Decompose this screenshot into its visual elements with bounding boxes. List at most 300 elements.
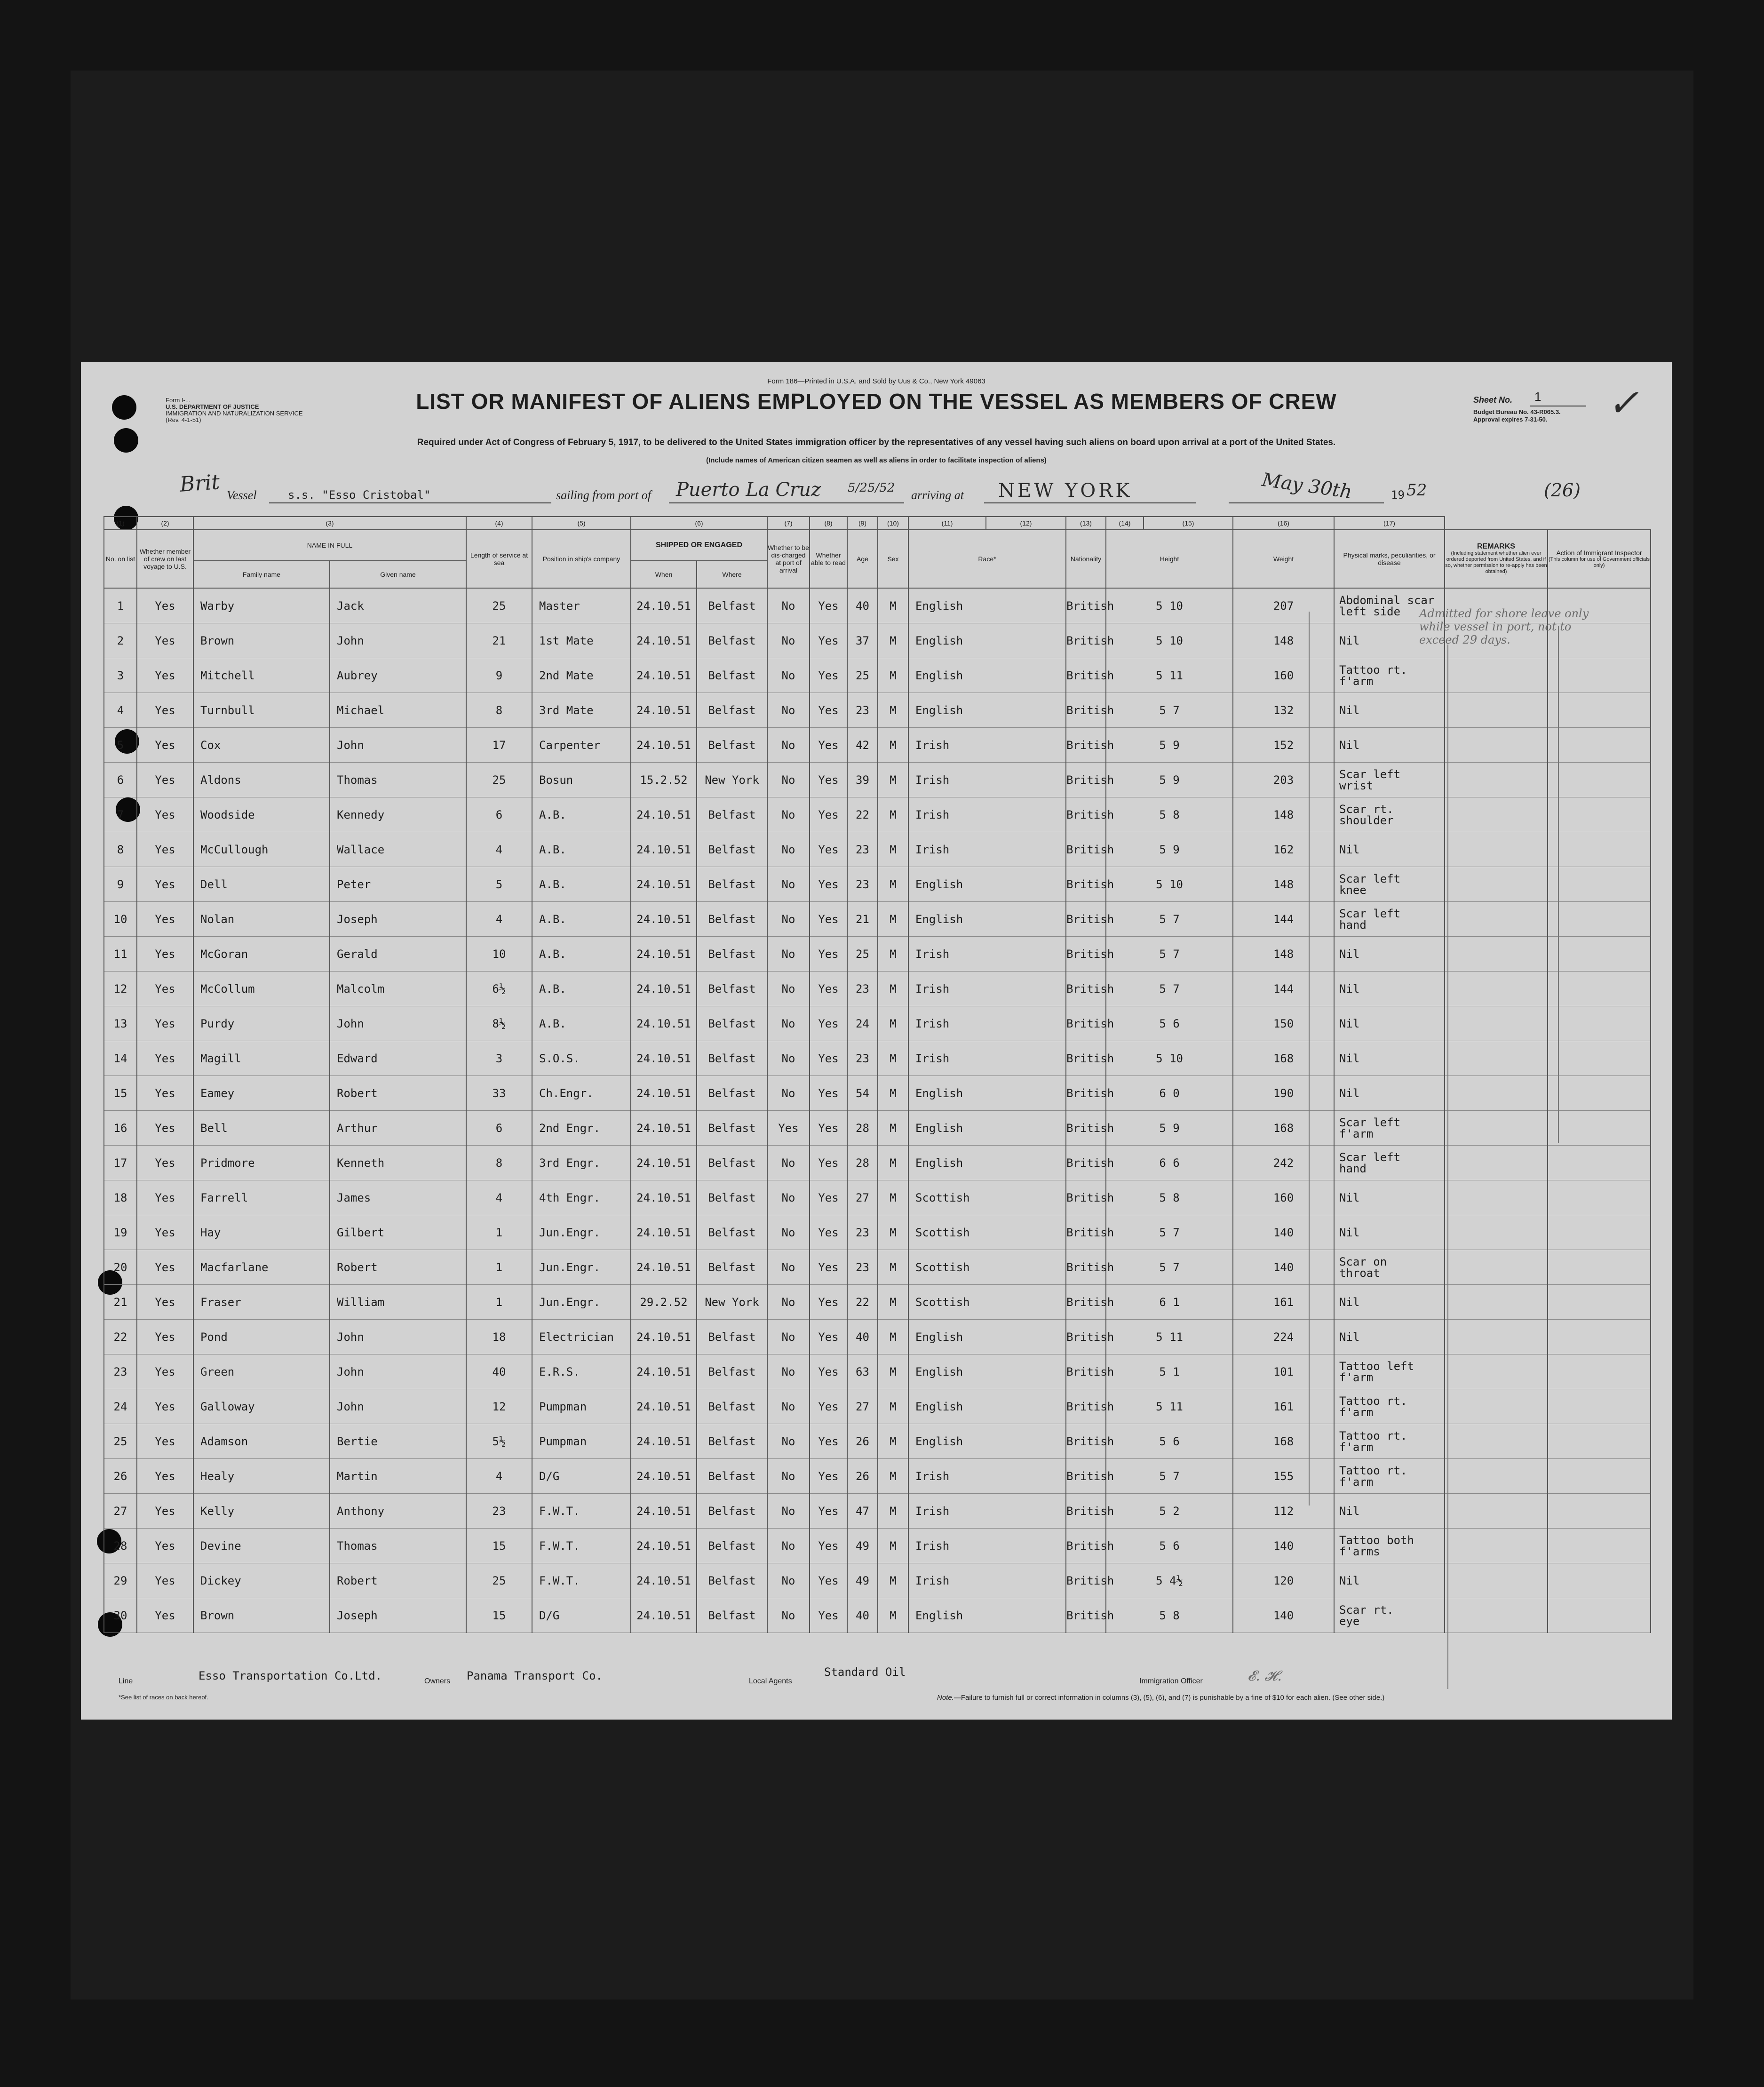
- able-to-read-cell: Yes: [810, 1354, 847, 1389]
- manifest-sheet: [81, 362, 1672, 1720]
- length-of-service-cell: 6: [466, 797, 532, 832]
- crew-count: (26): [1544, 480, 1581, 501]
- race-cell: English: [908, 1389, 1066, 1424]
- race-cell: English: [908, 1424, 1066, 1459]
- family-name-cell: Macfarlane: [193, 1250, 330, 1285]
- printer-line: Form 186—Printed in U.S.A. and Sold by Uus & Co., New York 49063: [767, 377, 985, 385]
- length-of-service-cell: 33: [466, 1076, 532, 1111]
- shipped-where-cell: Belfast: [697, 1076, 767, 1111]
- shipped-when-cell: 24.10.51: [631, 1459, 697, 1494]
- age-cell: 24: [847, 1006, 878, 1041]
- position-cell: D/G: [532, 1598, 631, 1633]
- race-cell: Irish: [908, 1494, 1066, 1529]
- table-row: [104, 1598, 1651, 1633]
- able-to-read-cell: Yes: [810, 1285, 847, 1320]
- sex-cell: M: [878, 1354, 908, 1389]
- inspector-action-cell: [1548, 1424, 1651, 1459]
- header-sex: Sex: [878, 530, 908, 588]
- header-discharged: Whether to be dis-charged at port of arrival: [767, 530, 810, 588]
- table-row: [104, 1285, 1651, 1320]
- family-name-cell: Turnbull: [193, 693, 330, 728]
- able-to-read-cell: Yes: [810, 1111, 847, 1146]
- discharged-cell: No: [767, 1250, 810, 1285]
- given-name-cell: Kenneth: [330, 1146, 466, 1180]
- given-name-cell: Edward: [330, 1041, 466, 1076]
- physical-marks-cell: Tattoo rt. f'arm: [1334, 1389, 1445, 1424]
- nationality-cell: British: [1066, 797, 1106, 832]
- colnum: (3): [193, 517, 466, 530]
- last-voyage-cell: Yes: [137, 1354, 193, 1389]
- table-row: [104, 658, 1651, 693]
- race-cell: Scottish: [908, 1250, 1066, 1285]
- last-voyage-cell: Yes: [137, 1598, 193, 1633]
- family-name-cell: Fraser: [193, 1285, 330, 1320]
- remarks-cell: [1445, 1285, 1548, 1320]
- physical-marks-cell: Tattoo rt. f'arm: [1334, 1459, 1445, 1494]
- height-cell: 5 11: [1106, 1389, 1233, 1424]
- age-cell: 23: [847, 867, 878, 902]
- physical-marks-cell: Nil: [1334, 1563, 1445, 1598]
- inspector-action-cell: [1548, 1041, 1651, 1076]
- shipped-when-cell: 24.10.51: [631, 1250, 697, 1285]
- given-name-cell: James: [330, 1180, 466, 1215]
- shipped-where-cell: Belfast: [697, 937, 767, 972]
- able-to-read-cell: Yes: [810, 1076, 847, 1111]
- sex-cell: M: [878, 937, 908, 972]
- weight-cell: 140: [1233, 1529, 1334, 1563]
- able-to-read-cell: Yes: [810, 1529, 847, 1563]
- colnum: (14): [1106, 517, 1144, 530]
- colnum: (13): [1066, 517, 1106, 530]
- inspector-action-cell: [1548, 728, 1651, 763]
- race-cell: Scottish: [908, 1215, 1066, 1250]
- sex-cell: M: [878, 1285, 908, 1320]
- sheet-label: Sheet No.: [1473, 395, 1513, 405]
- shipped-when-cell: 24.10.51: [631, 1389, 697, 1424]
- shipped-when-cell: 29.2.52: [631, 1285, 697, 1320]
- header-physical-marks: Physical marks, peculiarities, or disease: [1334, 530, 1445, 588]
- position-cell: Ch.Engr.: [532, 1076, 631, 1111]
- remarks-cell: [1445, 937, 1548, 972]
- sex-cell: M: [878, 1598, 908, 1633]
- given-name-cell: Jack: [330, 588, 466, 623]
- position-cell: F.W.T.: [532, 1494, 631, 1529]
- remarks-cell: [1445, 728, 1548, 763]
- nationality-cell: British: [1066, 1424, 1106, 1459]
- nationality-cell: British: [1066, 1146, 1106, 1180]
- last-voyage-cell: Yes: [137, 1180, 193, 1215]
- weight-cell: 162: [1233, 832, 1334, 867]
- discharged-cell: No: [767, 1563, 810, 1598]
- sex-cell: M: [878, 658, 908, 693]
- discharged-cell: No: [767, 1180, 810, 1215]
- row-number: 21: [104, 1285, 137, 1320]
- length-of-service-cell: 18: [466, 1320, 532, 1354]
- officer-label: Immigration Officer: [1139, 1677, 1203, 1685]
- arriving-label: arriving at: [911, 488, 964, 502]
- position-cell: Jun.Engr.: [532, 1250, 631, 1285]
- last-voyage-cell: Yes: [137, 1250, 193, 1285]
- shipped-when-cell: 24.10.51: [631, 902, 697, 937]
- given-name-cell: Joseph: [330, 1598, 466, 1633]
- table-row: [104, 1320, 1651, 1354]
- family-name-cell: Bell: [193, 1111, 330, 1146]
- length-of-service-cell: 5½: [466, 1424, 532, 1459]
- given-name-cell: Michael: [330, 693, 466, 728]
- given-name-cell: John: [330, 728, 466, 763]
- row-number: 20: [104, 1250, 137, 1285]
- remarks-cell: [1445, 1180, 1548, 1215]
- colnum: (11): [908, 517, 986, 530]
- weight-cell: 168: [1233, 1041, 1334, 1076]
- age-cell: 42: [847, 728, 878, 763]
- header-able-to-read: Whether able to read: [810, 530, 847, 588]
- age-cell: 40: [847, 1320, 878, 1354]
- weight-cell: 148: [1233, 867, 1334, 902]
- discharged-cell: No: [767, 937, 810, 972]
- physical-marks-cell: Tattoo left f'arm: [1334, 1354, 1445, 1389]
- sex-cell: M: [878, 1006, 908, 1041]
- nationality-cell: British: [1066, 937, 1106, 972]
- shipped-where-cell: Belfast: [697, 728, 767, 763]
- last-voyage-cell: Yes: [137, 763, 193, 797]
- nationality-cell: British: [1066, 1598, 1106, 1633]
- position-cell: D/G: [532, 1459, 631, 1494]
- length-of-service-cell: 10: [466, 937, 532, 972]
- physical-marks-cell: Nil: [1334, 1494, 1445, 1529]
- sex-cell: M: [878, 728, 908, 763]
- nationality-cell: British: [1066, 623, 1106, 658]
- discharged-cell: No: [767, 623, 810, 658]
- sex-cell: M: [878, 902, 908, 937]
- remarks-cell: [1445, 1215, 1548, 1250]
- physical-marks-cell: Nil: [1334, 1006, 1445, 1041]
- table-row: [104, 1215, 1651, 1250]
- inspector-action-cell: [1548, 902, 1651, 937]
- physical-marks-cell: Nil: [1334, 623, 1445, 658]
- shipped-when-cell: 24.10.51: [631, 1354, 697, 1389]
- last-voyage-cell: Yes: [137, 1146, 193, 1180]
- able-to-read-cell: Yes: [810, 693, 847, 728]
- remarks-cell: [1445, 832, 1548, 867]
- age-cell: 21: [847, 902, 878, 937]
- last-voyage-cell: Yes: [137, 1006, 193, 1041]
- row-number: 24: [104, 1389, 137, 1424]
- budget-line: Budget Bureau No. 43-R065.3.: [1473, 408, 1561, 415]
- position-cell: Master: [532, 588, 631, 623]
- shipped-when-cell: 24.10.51: [631, 832, 697, 867]
- table-row: [104, 937, 1651, 972]
- race-cell: Irish: [908, 728, 1066, 763]
- able-to-read-cell: Yes: [810, 1041, 847, 1076]
- length-of-service-cell: 15: [466, 1598, 532, 1633]
- shipped-when-cell: 24.10.51: [631, 658, 697, 693]
- physical-marks-cell: Nil: [1334, 1180, 1445, 1215]
- nationality-cell: British: [1066, 1389, 1106, 1424]
- age-cell: 40: [847, 1598, 878, 1633]
- last-voyage-cell: Yes: [137, 972, 193, 1006]
- header-age: Age: [847, 530, 878, 588]
- shipped-where-cell: Belfast: [697, 1389, 767, 1424]
- table-row: [104, 797, 1651, 832]
- age-cell: 25: [847, 937, 878, 972]
- header-action-of-inspector: Action of Immigrant Inspector (This column for use of Government officials only): [1548, 530, 1651, 588]
- nationality-cell: British: [1066, 658, 1106, 693]
- length-of-service-cell: 4: [466, 1459, 532, 1494]
- weight-cell: 155: [1233, 1459, 1334, 1494]
- weight-cell: 132: [1233, 693, 1334, 728]
- nationality-cell: British: [1066, 693, 1106, 728]
- shipped-where-cell: Belfast: [697, 1320, 767, 1354]
- given-name-cell: Gilbert: [330, 1215, 466, 1250]
- row-number: 13: [104, 1006, 137, 1041]
- inspector-action-cell: [1548, 972, 1651, 1006]
- given-name-cell: Robert: [330, 1250, 466, 1285]
- race-cell: English: [908, 1111, 1066, 1146]
- weight-cell: 168: [1233, 1111, 1334, 1146]
- weight-cell: 203: [1233, 763, 1334, 797]
- shipped-when-cell: 24.10.51: [631, 867, 697, 902]
- able-to-read-cell: Yes: [810, 797, 847, 832]
- given-name-cell: John: [330, 1320, 466, 1354]
- shipped-where-cell: New York: [697, 1285, 767, 1320]
- height-cell: 5 7: [1106, 902, 1233, 937]
- page-title: LIST OR MANIFEST OF ALIENS EMPLOYED ON THE VESSEL AS MEMBERS OF CREW: [416, 389, 1337, 414]
- given-name-cell: Martin: [330, 1459, 466, 1494]
- discharged-cell: No: [767, 972, 810, 1006]
- height-cell: 5 9: [1106, 1111, 1233, 1146]
- annotation-brit: Brit: [179, 470, 221, 497]
- height-cell: 5 8: [1106, 1598, 1233, 1633]
- age-cell: 40: [847, 588, 878, 623]
- nationality-cell: British: [1066, 763, 1106, 797]
- colnum: (8): [810, 517, 847, 530]
- height-cell: 5 7: [1106, 972, 1233, 1006]
- race-cell: Irish: [908, 972, 1066, 1006]
- age-cell: 23: [847, 972, 878, 1006]
- height-cell: 5 10: [1106, 867, 1233, 902]
- weight-cell: 150: [1233, 1006, 1334, 1041]
- table-row: [104, 693, 1651, 728]
- race-cell: Irish: [908, 1006, 1066, 1041]
- nationality-cell: British: [1066, 1354, 1106, 1389]
- inspector-action-cell: [1548, 1111, 1651, 1146]
- position-cell: A.B.: [532, 972, 631, 1006]
- family-name-cell: Brown: [193, 1598, 330, 1633]
- shipped-when-cell: 24.10.51: [631, 623, 697, 658]
- age-cell: 27: [847, 1389, 878, 1424]
- position-cell: A.B.: [532, 797, 631, 832]
- physical-marks-cell: Scar on throat: [1334, 1250, 1445, 1285]
- discharged-cell: No: [767, 832, 810, 867]
- sex-cell: M: [878, 1494, 908, 1529]
- physical-marks-cell: Nil: [1334, 728, 1445, 763]
- sex-cell: M: [878, 623, 908, 658]
- row-number: 10: [104, 902, 137, 937]
- able-to-read-cell: Yes: [810, 728, 847, 763]
- given-name-cell: Aubrey: [330, 658, 466, 693]
- height-cell: 5 7: [1106, 937, 1233, 972]
- nationality-cell: British: [1066, 1180, 1106, 1215]
- header-nationality: Nationality: [1066, 530, 1106, 588]
- table-row: [104, 1146, 1651, 1180]
- penalty-note: Note.—Failure to furnish full or correct information in columns (3), (5), (6), and (7) is punishable by a fine of $10 for each alien. (See other side.): [937, 1694, 1385, 1702]
- family-name-cell: Devine: [193, 1529, 330, 1563]
- position-cell: Pumpman: [532, 1424, 631, 1459]
- race-cell: Irish: [908, 1459, 1066, 1494]
- vessel-name: s.s. "Esso Cristobal": [288, 488, 431, 502]
- sex-cell: M: [878, 588, 908, 623]
- shipped-where-cell: Belfast: [697, 1215, 767, 1250]
- height-cell: 5 7: [1106, 1459, 1233, 1494]
- able-to-read-cell: Yes: [810, 1598, 847, 1633]
- weight-cell: 224: [1233, 1320, 1334, 1354]
- weight-cell: 140: [1233, 1215, 1334, 1250]
- last-voyage-cell: Yes: [137, 1215, 193, 1250]
- sex-cell: M: [878, 867, 908, 902]
- discharged-cell: No: [767, 1598, 810, 1633]
- row-number: 19: [104, 1215, 137, 1250]
- discharged-cell: No: [767, 1424, 810, 1459]
- weight-cell: 148: [1233, 797, 1334, 832]
- length-of-service-cell: 12: [466, 1389, 532, 1424]
- arrival-port: NEW YORK: [998, 480, 1133, 502]
- remarks-cell: [1445, 763, 1548, 797]
- inspector-action-cell: [1548, 1494, 1651, 1529]
- remarks-note: Admitted for shore leave only while vessel in port, not to exceed 29 days.: [1419, 607, 1589, 646]
- family-name-cell: Brown: [193, 623, 330, 658]
- inspector-action-cell: [1548, 658, 1651, 693]
- physical-marks-cell: Scar left f'arm: [1334, 1111, 1445, 1146]
- header-length-of-service: Length of service at sea: [466, 530, 532, 588]
- shipped-where-cell: Belfast: [697, 972, 767, 1006]
- shipped-when-cell: 24.10.51: [631, 1146, 697, 1180]
- remarks-cell: [1445, 972, 1548, 1006]
- shipped-where-cell: Belfast: [697, 1529, 767, 1563]
- height-cell: 5 1: [1106, 1354, 1233, 1389]
- height-cell: 5 7: [1106, 1215, 1233, 1250]
- races-note: *See list of races on back hereof.: [119, 1694, 208, 1701]
- weight-cell: 144: [1233, 902, 1334, 937]
- position-cell: 2nd Mate: [532, 658, 631, 693]
- able-to-read-cell: Yes: [810, 1563, 847, 1598]
- table-row: [104, 1494, 1651, 1529]
- header-where: Where: [697, 561, 767, 588]
- last-voyage-cell: Yes: [137, 1076, 193, 1111]
- remarks-cell: [1445, 902, 1548, 937]
- length-of-service-cell: 25: [466, 588, 532, 623]
- given-name-cell: Peter: [330, 867, 466, 902]
- discharged-cell: No: [767, 1354, 810, 1389]
- weight-cell: 161: [1233, 1389, 1334, 1424]
- race-cell: English: [908, 1320, 1066, 1354]
- family-name-cell: Kelly: [193, 1494, 330, 1529]
- height-cell: 5 4½: [1106, 1563, 1233, 1598]
- discharged-cell: No: [767, 658, 810, 693]
- remarks-cell: [1445, 1146, 1548, 1180]
- race-cell: English: [908, 1354, 1066, 1389]
- able-to-read-cell: Yes: [810, 658, 847, 693]
- given-name-cell: John: [330, 623, 466, 658]
- height-cell: 5 9: [1106, 728, 1233, 763]
- table-row: [104, 1250, 1651, 1285]
- header-family-name: Family name: [193, 561, 330, 588]
- last-voyage-cell: Yes: [137, 867, 193, 902]
- physical-marks-cell: Nil: [1334, 937, 1445, 972]
- family-name-cell: Farrell: [193, 1180, 330, 1215]
- last-voyage-cell: Yes: [137, 937, 193, 972]
- inspector-action-cell: [1548, 693, 1651, 728]
- position-cell: A.B.: [532, 937, 631, 972]
- length-of-service-cell: 23: [466, 1494, 532, 1529]
- sex-cell: M: [878, 972, 908, 1006]
- shipped-when-cell: 24.10.51: [631, 1494, 697, 1529]
- length-of-service-cell: 9: [466, 658, 532, 693]
- crew-rows: [104, 588, 1651, 1633]
- family-name-cell: Magill: [193, 1041, 330, 1076]
- shipped-when-cell: 24.10.51: [631, 728, 697, 763]
- length-of-service-cell: 8½: [466, 1006, 532, 1041]
- sex-cell: M: [878, 797, 908, 832]
- table-row: [104, 588, 1651, 623]
- shipped-where-cell: Belfast: [697, 1250, 767, 1285]
- nationality-cell: British: [1066, 728, 1106, 763]
- remarks-cell: [1445, 658, 1548, 693]
- remarks-cell: [1445, 797, 1548, 832]
- shipped-where-cell: Belfast: [697, 832, 767, 867]
- age-cell: 27: [847, 1180, 878, 1215]
- given-name-cell: Malcolm: [330, 972, 466, 1006]
- table-row: [104, 1354, 1651, 1389]
- able-to-read-cell: Yes: [810, 588, 847, 623]
- table-row: [104, 728, 1651, 763]
- colnum: (6): [631, 517, 767, 530]
- nationality-cell: British: [1066, 1215, 1106, 1250]
- shipped-when-cell: 24.10.51: [631, 1041, 697, 1076]
- inspector-action-cell: [1548, 1006, 1651, 1041]
- height-cell: 5 9: [1106, 763, 1233, 797]
- weight-cell: 242: [1233, 1146, 1334, 1180]
- age-cell: 39: [847, 763, 878, 797]
- position-cell: 2nd Engr.: [532, 1111, 631, 1146]
- last-voyage-cell: Yes: [137, 1111, 193, 1146]
- age-cell: 63: [847, 1354, 878, 1389]
- height-cell: 6 0: [1106, 1076, 1233, 1111]
- weight-cell: 101: [1233, 1354, 1334, 1389]
- family-name-cell: Eamey: [193, 1076, 330, 1111]
- given-name-cell: Kennedy: [330, 797, 466, 832]
- table-row: [104, 1563, 1651, 1598]
- inspector-action-cell: [1548, 1598, 1651, 1633]
- nationality-cell: British: [1066, 1041, 1106, 1076]
- length-of-service-cell: 4: [466, 902, 532, 937]
- row-number: 9: [104, 867, 137, 902]
- discharged-cell: No: [767, 1494, 810, 1529]
- race-cell: English: [908, 1146, 1066, 1180]
- length-of-service-cell: 17: [466, 728, 532, 763]
- given-name-cell: Anthony: [330, 1494, 466, 1529]
- family-name-cell: Pridmore: [193, 1146, 330, 1180]
- row-number: 29: [104, 1563, 137, 1598]
- age-cell: 37: [847, 623, 878, 658]
- table-row: [104, 902, 1651, 937]
- colnum: (2): [137, 517, 193, 530]
- physical-marks-cell: Nil: [1334, 972, 1445, 1006]
- discharged-cell: No: [767, 763, 810, 797]
- age-cell: 25: [847, 658, 878, 693]
- physical-marks-cell: Tattoo both f'arms: [1334, 1529, 1445, 1563]
- header-race: Race*: [908, 530, 1066, 588]
